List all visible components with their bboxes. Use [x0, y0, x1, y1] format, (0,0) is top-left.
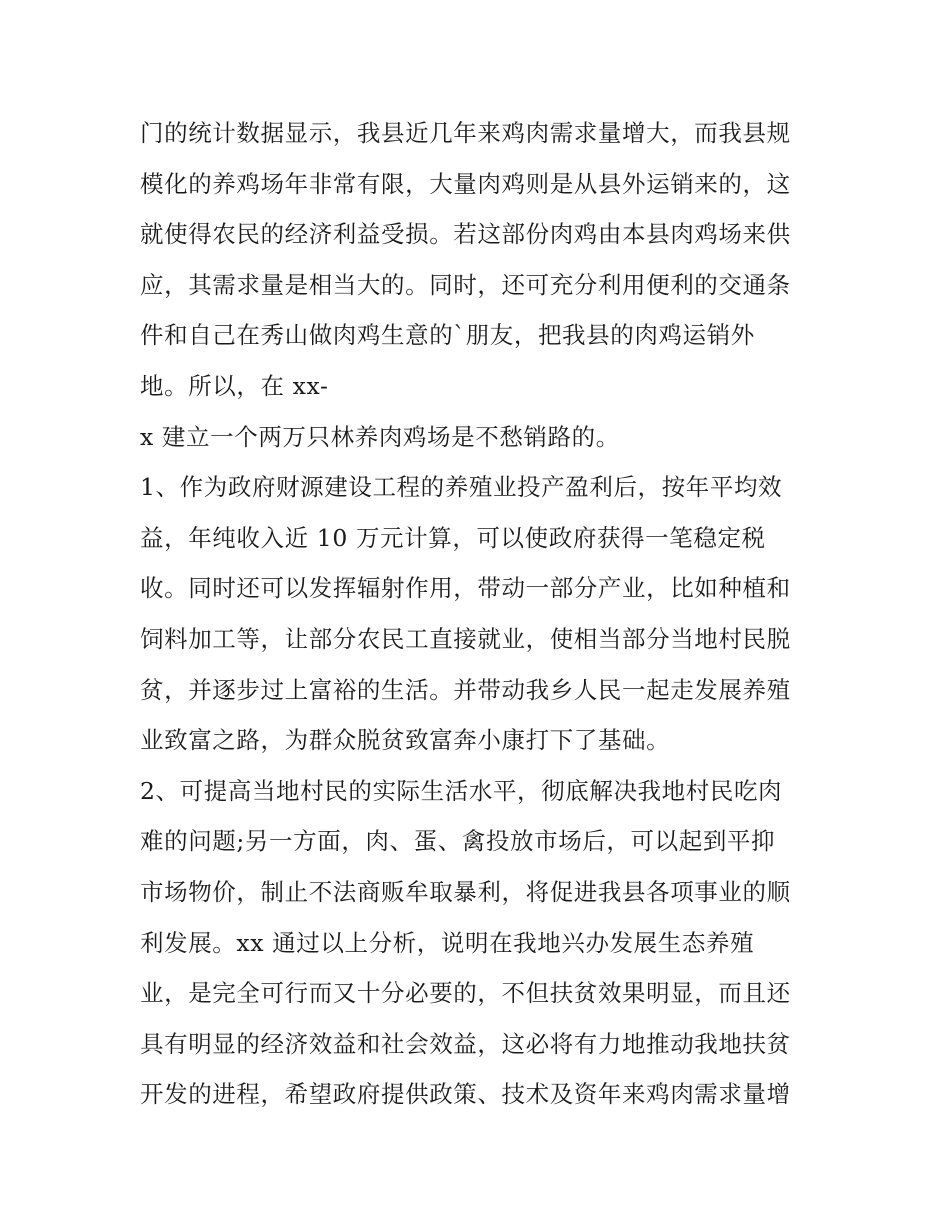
text-line: 饲料加工等，让部分农民工直接就业，使相当部分当地村民脱 [140, 624, 791, 653]
text-line: 收。同时还可以发挥辐射作用，带动一部分产业，比如种植和 [140, 574, 791, 603]
text-line: 开发的进程，希望政府提供政策、技术及资年来鸡肉需求量增 [140, 1080, 791, 1109]
text-line: 贫，并逐步过上富裕的生活。并带动我乡人民一起走发展养殖 [140, 675, 791, 704]
text-line: 件和自己在秀山做肉鸡生意的`朋友，把我县的肉鸡运销外 [140, 321, 755, 350]
text-line: 门的统计数据显示，我县近几年来鸡肉需求量增大，而我县规 [140, 119, 791, 147]
text-line: 应，其需求量是相当大的。同时，还可充分利用便利的交通条 [140, 270, 791, 299]
text-line: 益，年纯收入近 10 万元计算，可以使政府获得一笔稳定税 [140, 523, 766, 552]
text-line: 具有明显的经济效益和社会效益，这必将有力地推动我地扶贫 [140, 1029, 791, 1058]
text-line: 利发展。xx 通过以上分析，说明在我地兴办发展生态养殖 [140, 928, 755, 957]
text-line: 业，是完全可行而又十分必要的，不但扶贫效果明显，而且还 [140, 979, 791, 1008]
text-line: 1、作为政府财源建设工程的养殖业投产盈利后，按年平均效 [140, 473, 783, 502]
text-line: x 建立一个两万只林养肉鸡场是不愁销路的。 [140, 422, 620, 451]
text-line: 2、可提高当地村民的实际生活水平，彻底解决我地村民吃肉 [140, 776, 783, 805]
text-line: 模化的养鸡场年非常有限，大量肉鸡则是从县外运销来的，这 [140, 169, 791, 198]
document-body [140, 108, 830, 1120]
text-line: 难的问题;另一方面，肉、蛋、禽投放市场后，可以起到平抑 [140, 827, 776, 856]
text-line: 地。所以，在 xx- [140, 371, 329, 400]
text-line: 就使得农民的经济利益受损。若这部份肉鸡由本县肉鸡场来供 [140, 220, 791, 249]
text-line: 业致富之路，为群众脱贫致富奔小康打下了基础。 [140, 726, 671, 755]
text-line: 市场物价，制止不法商贩牟取暴利，将促进我县各项事业的顺 [140, 877, 791, 906]
